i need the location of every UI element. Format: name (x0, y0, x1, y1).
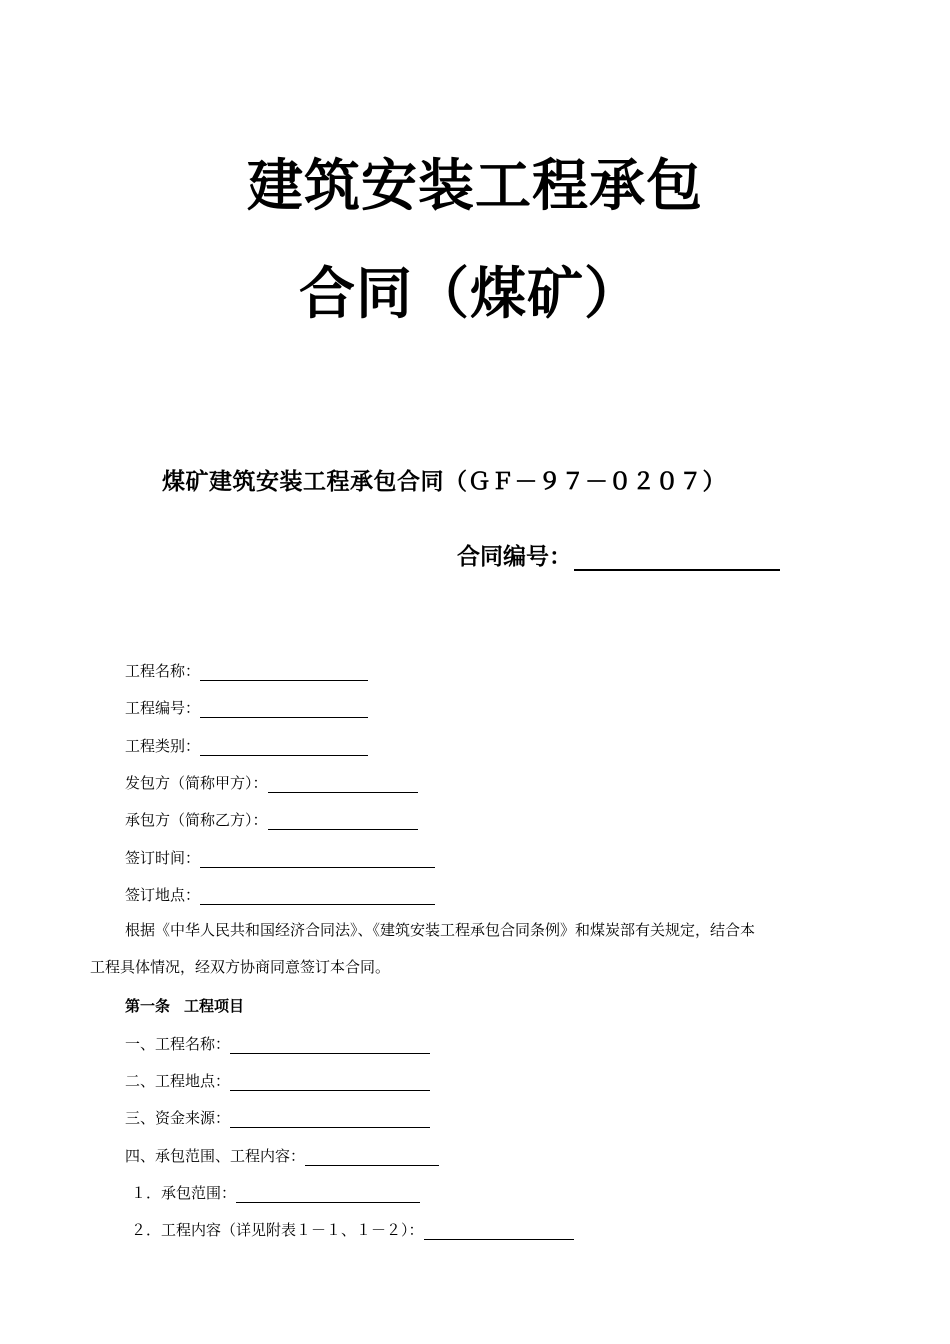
field-row-signing-time (125, 846, 435, 868)
preamble-line-1: 根据《中华人民共和国经济合同法》、《建筑安装工程承包合同条例》和煤炭部有关规定，结合本 (125, 921, 756, 939)
field-blank[interactable] (200, 739, 368, 756)
document-title-line-1: 建筑安装工程承包 (247, 154, 703, 219)
contract-number-row (457, 538, 780, 571)
item-blank[interactable] (236, 1186, 420, 1203)
field-label: 承包方（简称乙方）： (125, 811, 268, 829)
item-blank[interactable] (305, 1149, 439, 1166)
field-label: 工程类别： (125, 737, 201, 755)
article-number: 第一条 (125, 997, 171, 1015)
item-label: 四、承包范围、工程内容： (125, 1147, 306, 1165)
contract-number-blank[interactable] (574, 543, 780, 571)
item-label: 三、资金来源： (125, 1109, 231, 1127)
article-item-scope (131, 1181, 420, 1203)
field-label: 签订地点： (125, 886, 201, 904)
article-item-funding-source (125, 1106, 430, 1128)
field-row-party-a (125, 771, 418, 793)
field-blank[interactable] (200, 888, 435, 905)
preamble-paragraph (90, 912, 860, 986)
item-blank[interactable] (230, 1111, 430, 1128)
field-blank[interactable] (200, 701, 368, 718)
document-title-line-2: 合同（煤矿） (299, 262, 641, 327)
contract-subtitle: 煤矿建筑安装工程承包合同（ＧＦ－９７－０２０７） (162, 469, 726, 495)
article-item-scope-content (125, 1144, 439, 1166)
field-row-project-name (125, 659, 368, 681)
field-blank[interactable] (268, 813, 418, 830)
article-item-project-location (125, 1069, 430, 1091)
field-row-project-category (125, 734, 368, 756)
item-label: ２．工程内容（详见附表１－１、１－２）： (131, 1221, 424, 1239)
field-blank[interactable] (200, 664, 368, 681)
field-label: 签订时间： (125, 849, 201, 867)
contract-number-label: 合同编号： (457, 544, 572, 570)
item-blank[interactable] (424, 1223, 574, 1240)
field-row-project-number (125, 696, 368, 718)
item-blank[interactable] (230, 1074, 430, 1091)
article-item-content (131, 1218, 574, 1240)
preamble-line-2: 工程具体情况，经双方协商同意签订本合同。 (90, 958, 391, 976)
field-blank[interactable] (268, 776, 418, 793)
article-1-heading (125, 995, 244, 1016)
item-label: １．承包范围： (131, 1184, 237, 1202)
field-label: 工程名称： (125, 662, 201, 680)
item-blank[interactable] (230, 1037, 430, 1054)
field-row-signing-place (125, 883, 435, 905)
article-title: 工程项目 (184, 997, 245, 1015)
field-blank[interactable] (200, 851, 435, 868)
article-item-project-name (125, 1032, 430, 1054)
item-label: 一、工程名称： (125, 1035, 231, 1053)
field-row-party-b (125, 808, 418, 830)
field-label: 工程编号： (125, 699, 201, 717)
item-label: 二、工程地点： (125, 1072, 231, 1090)
field-label: 发包方（简称甲方）： (125, 774, 268, 792)
